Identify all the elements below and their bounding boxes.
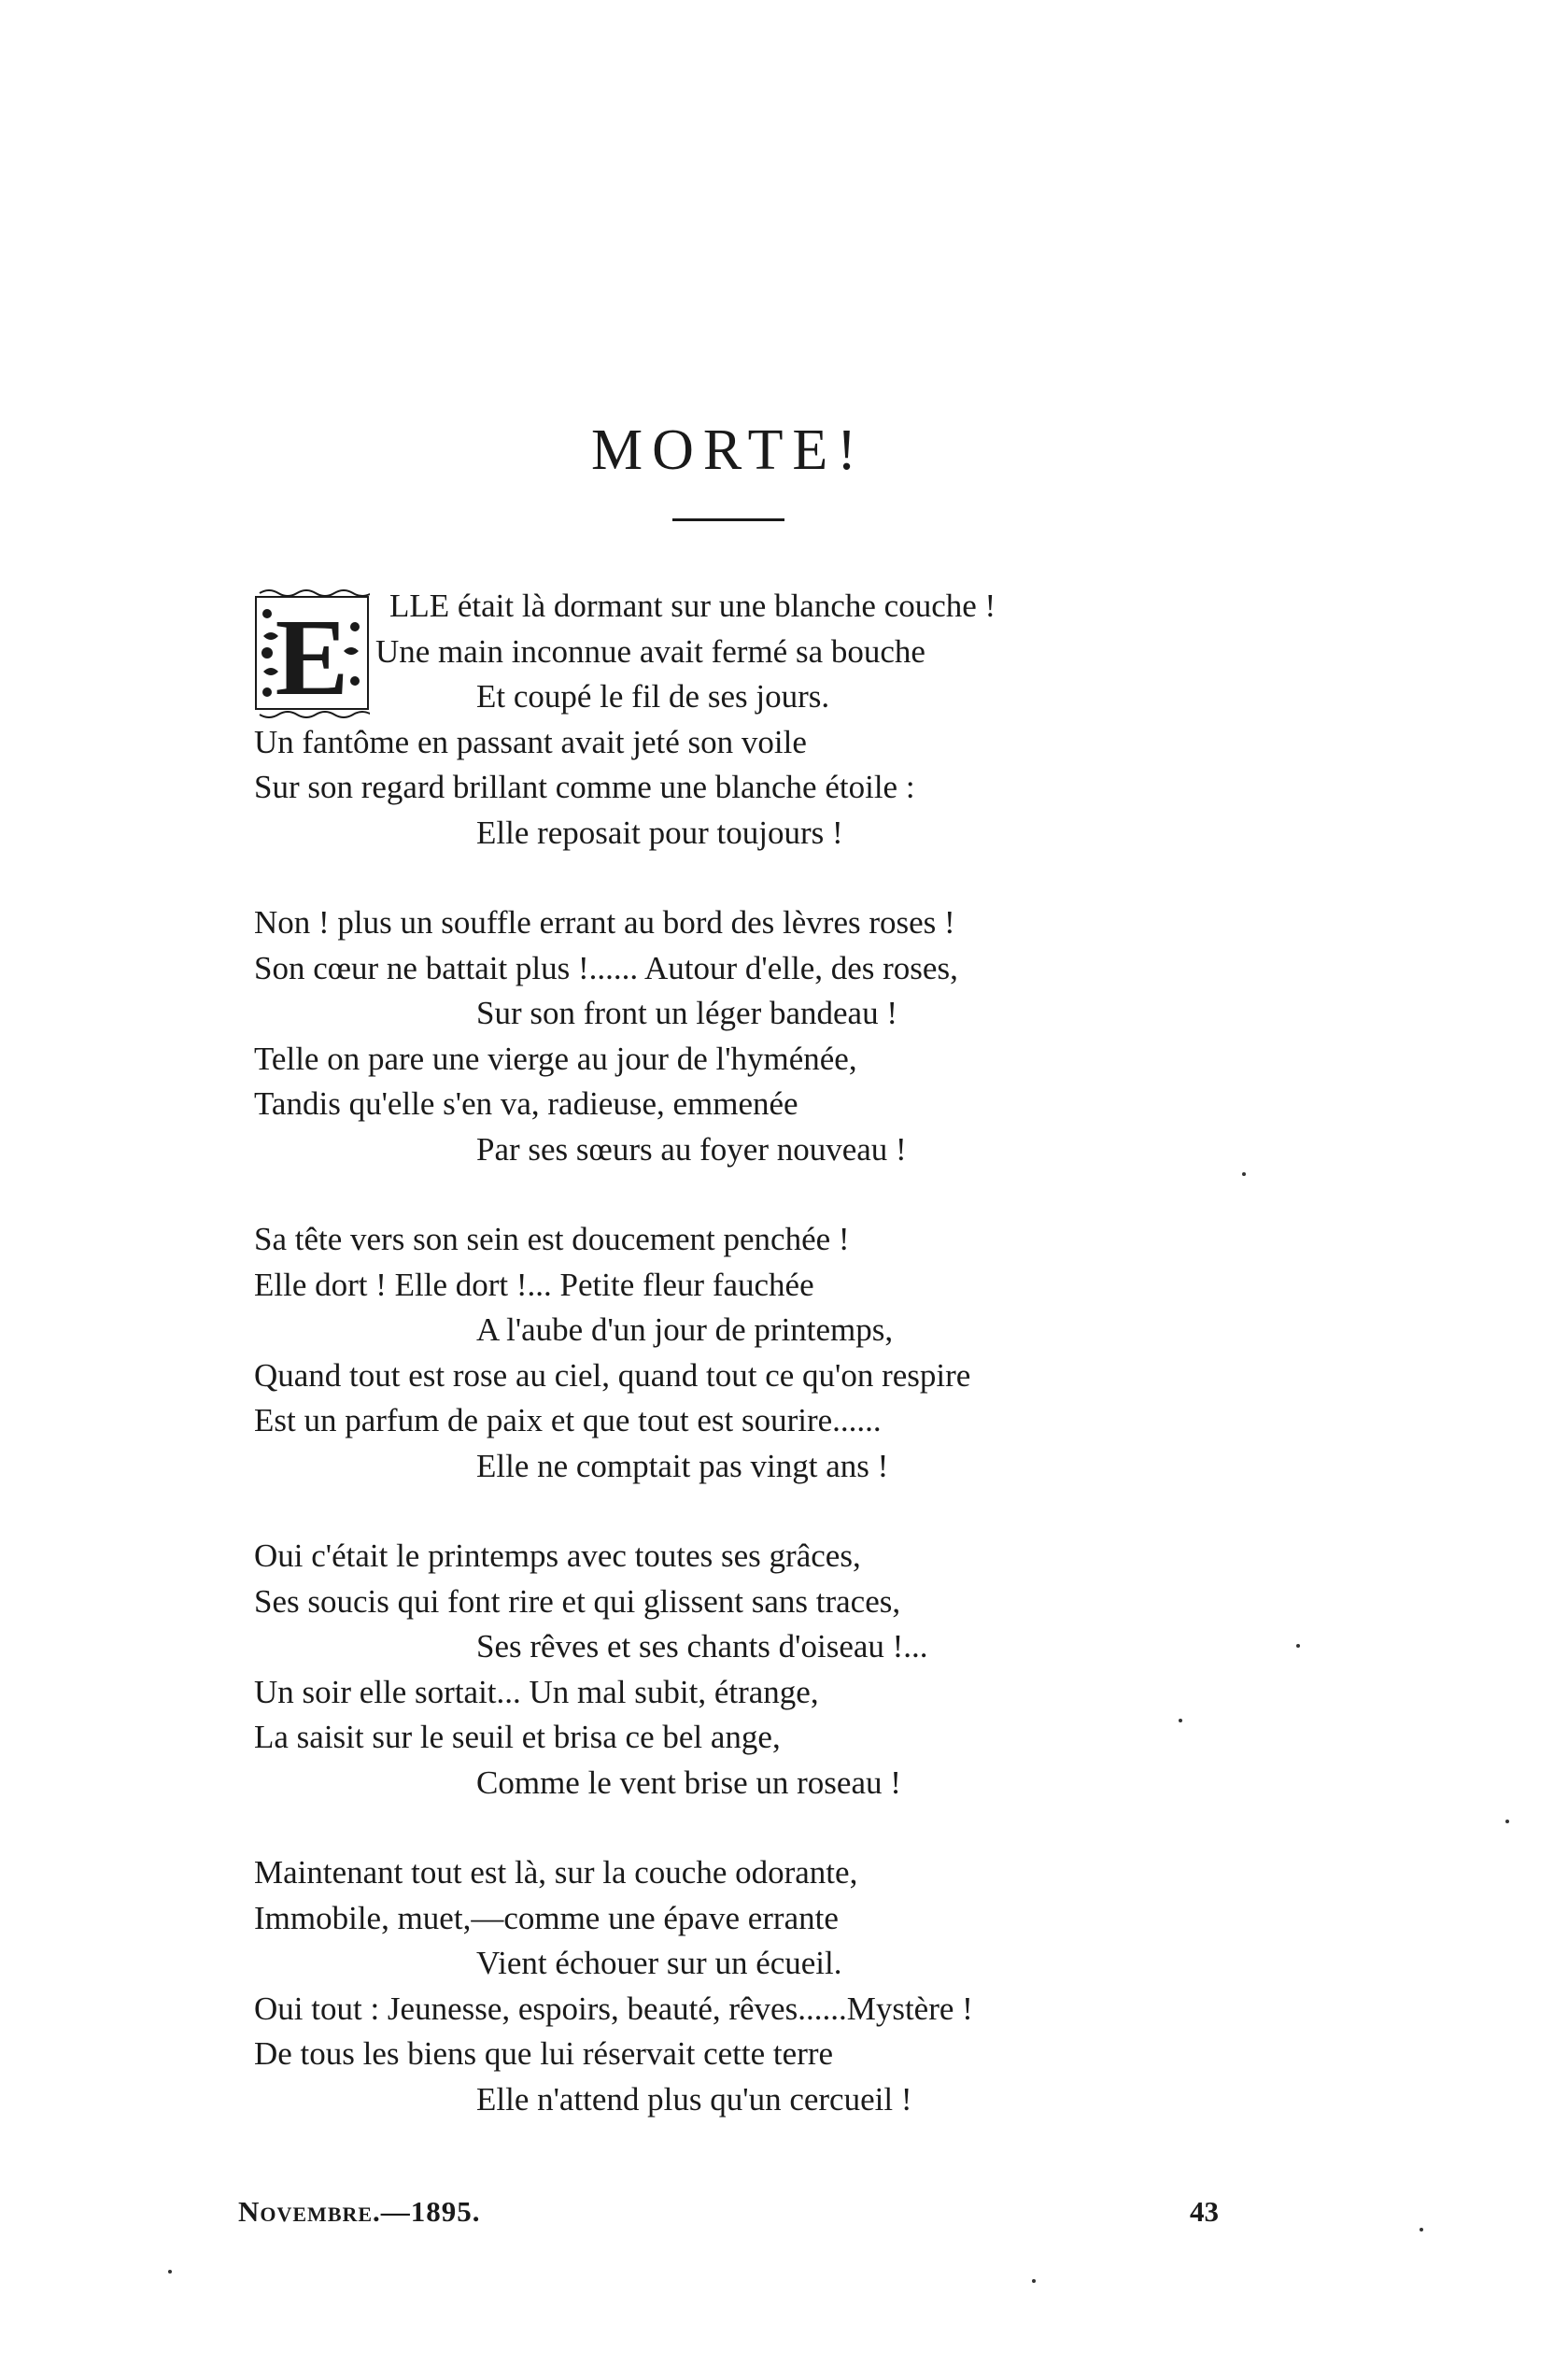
stanza-5: [254, 1850, 1225, 2122]
poem-line: Et coupé le fil de ses jours.: [476, 678, 830, 715]
poem-line: Elle dort ! Elle dort !... Petite fleur fauchée: [254, 1266, 814, 1303]
poem-line: Sur son regard brillant comme une blanche étoile :: [254, 769, 915, 805]
poem-line: Oui c'était le printemps avec toutes ses grâces,: [254, 1537, 861, 1574]
poem-line: Vient échouer sur un écueil.: [476, 1945, 842, 1981]
poem-body: [254, 584, 1225, 2167]
poem-line: Quand tout est rose au ciel, quand tout ce qu'on respire: [254, 1356, 971, 1394]
poem-line: Ses soucis qui font rire et qui glissent sans traces,: [254, 1582, 901, 1620]
scan-speck: [1242, 1172, 1246, 1176]
poem-line: Sa tête vers son sein est doucement penchée !: [254, 1221, 850, 1257]
poem-line: Est un parfum de paix et que tout est sourire......: [254, 1402, 882, 1438]
scan-speck: [1420, 2228, 1423, 2231]
scan-speck: [1179, 1719, 1182, 1722]
poem-line: Maintenant tout est là, sur la couche odorante,: [254, 1854, 858, 1891]
scan-speck: [1296, 1644, 1300, 1648]
dropcap-letter: E: [275, 596, 349, 718]
page-number: 43: [1190, 2195, 1219, 2228]
poem-line: LLE était là dormant sur une blanche couche !: [389, 588, 996, 624]
scan-speck: [1505, 1820, 1509, 1823]
poem-line: Son cœur ne battait plus !...... Autour d'elle, des roses,: [254, 949, 958, 986]
scan-speck: [1032, 2279, 1036, 2283]
poem-line: La saisit sur le seuil et brisa ce bel ange,: [254, 1719, 781, 1755]
poem-title: MORTE!: [591, 418, 866, 482]
poem-line: Oui tout : Jeunesse, espoirs, beauté, rêves......Mystère !: [254, 1990, 973, 2027]
poem-line: Immobile, muet,—comme une épave errante: [254, 1899, 839, 1936]
poem-line: Elle ne comptait pas vingt ans !: [476, 1447, 889, 1484]
poem-line: Une main inconnue avait fermé sa bouche: [375, 632, 925, 670]
poem-line: Non ! plus un souffle errant au bord des lèvres roses !: [254, 904, 955, 941]
poem-line: Ses rêves et ses chants d'oiseau !...: [476, 1628, 928, 1665]
scan-speck: [168, 2270, 172, 2274]
poem-line: Un fantôme en passant avait jeté son voile: [254, 723, 807, 760]
stanza-4: [254, 1534, 1225, 1806]
poem-line: Par ses sœurs au foyer nouveau !: [476, 1130, 907, 1168]
poem-line: Tandis qu'elle s'en va, radieuse, emmenée: [254, 1085, 798, 1122]
issue-date: Novembre.—1895.: [238, 2195, 481, 2228]
title-divider: [672, 518, 784, 521]
poem-line: Un soir elle sortait... Un mal subit, étrange,: [254, 1673, 819, 1710]
stanza-2: [254, 900, 1225, 1172]
poem-line: Elle n'attend plus qu'un cercueil !: [476, 2080, 912, 2118]
poem-line: Elle reposait pour toujours !: [476, 814, 843, 851]
poem-line: Comme le vent brise un roseau !: [476, 1764, 901, 1801]
poem-line: Sur son front un léger bandeau !: [476, 995, 897, 1031]
poem-line: Telle on pare une vierge au jour de l'hyménée,: [254, 1040, 857, 1077]
poem-line: De tous les biens que lui réservait cette terre: [254, 2035, 834, 2072]
stanza-1: [254, 584, 1225, 856]
stanza-3: [254, 1217, 1225, 1489]
poem-line: A l'aube d'un jour de printemps,: [476, 1311, 894, 1348]
